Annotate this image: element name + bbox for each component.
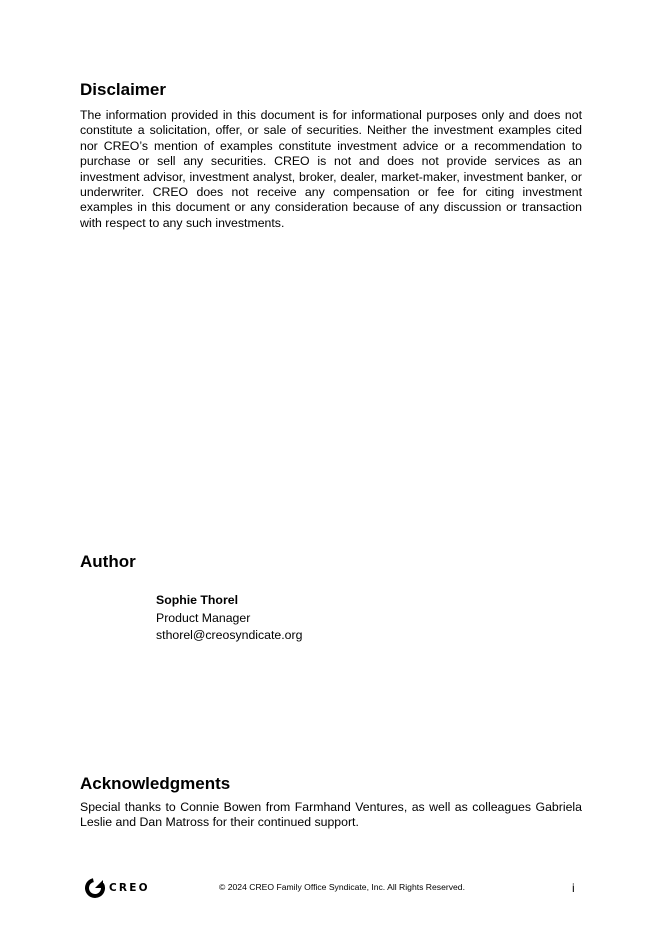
author-email: sthorel@creosyndicate.org <box>156 628 303 642</box>
author-heading: Author <box>80 552 136 571</box>
creo-logo <box>84 876 150 900</box>
disclaimer-text: The information provided in this document is for informational purposes only and does not constitute a solicitation, offer, or sale of securities. Neither the investment examples cited nor CREO’s mention of examples constitute investment advice or a recommendation to purchase or sell any securities. CREO is not and does not provide services as an investment advisor, investment analyst, broker, dealer, market-maker, investment banker, or underwriter. CREO does not receive any compensation or fee for citing investment examples in this document or any consideration because of any discussion or transaction with respect to any such investments. <box>80 108 582 230</box>
disclaimer-heading: Disclaimer <box>80 80 166 99</box>
creo-logo-icon <box>84 876 106 900</box>
author-title: Product Manager <box>156 610 251 625</box>
copyright-text: © 2024 CREO Family Office Syndicate, Inc. All Rights Reserved. <box>219 882 465 892</box>
author-name: Sophie Thorel <box>156 593 238 607</box>
author-block <box>156 592 302 645</box>
logo-wordmark: CREO <box>109 882 150 894</box>
acknowledgments-heading: Acknowledgments <box>80 774 231 793</box>
acknowledgments-text: Special thanks to Connie Bowen from Farmhand Ventures, as well as colleagues Gabriela Leslie and Dan Matross for their continued support. <box>80 800 582 830</box>
page-number: i <box>572 881 575 895</box>
